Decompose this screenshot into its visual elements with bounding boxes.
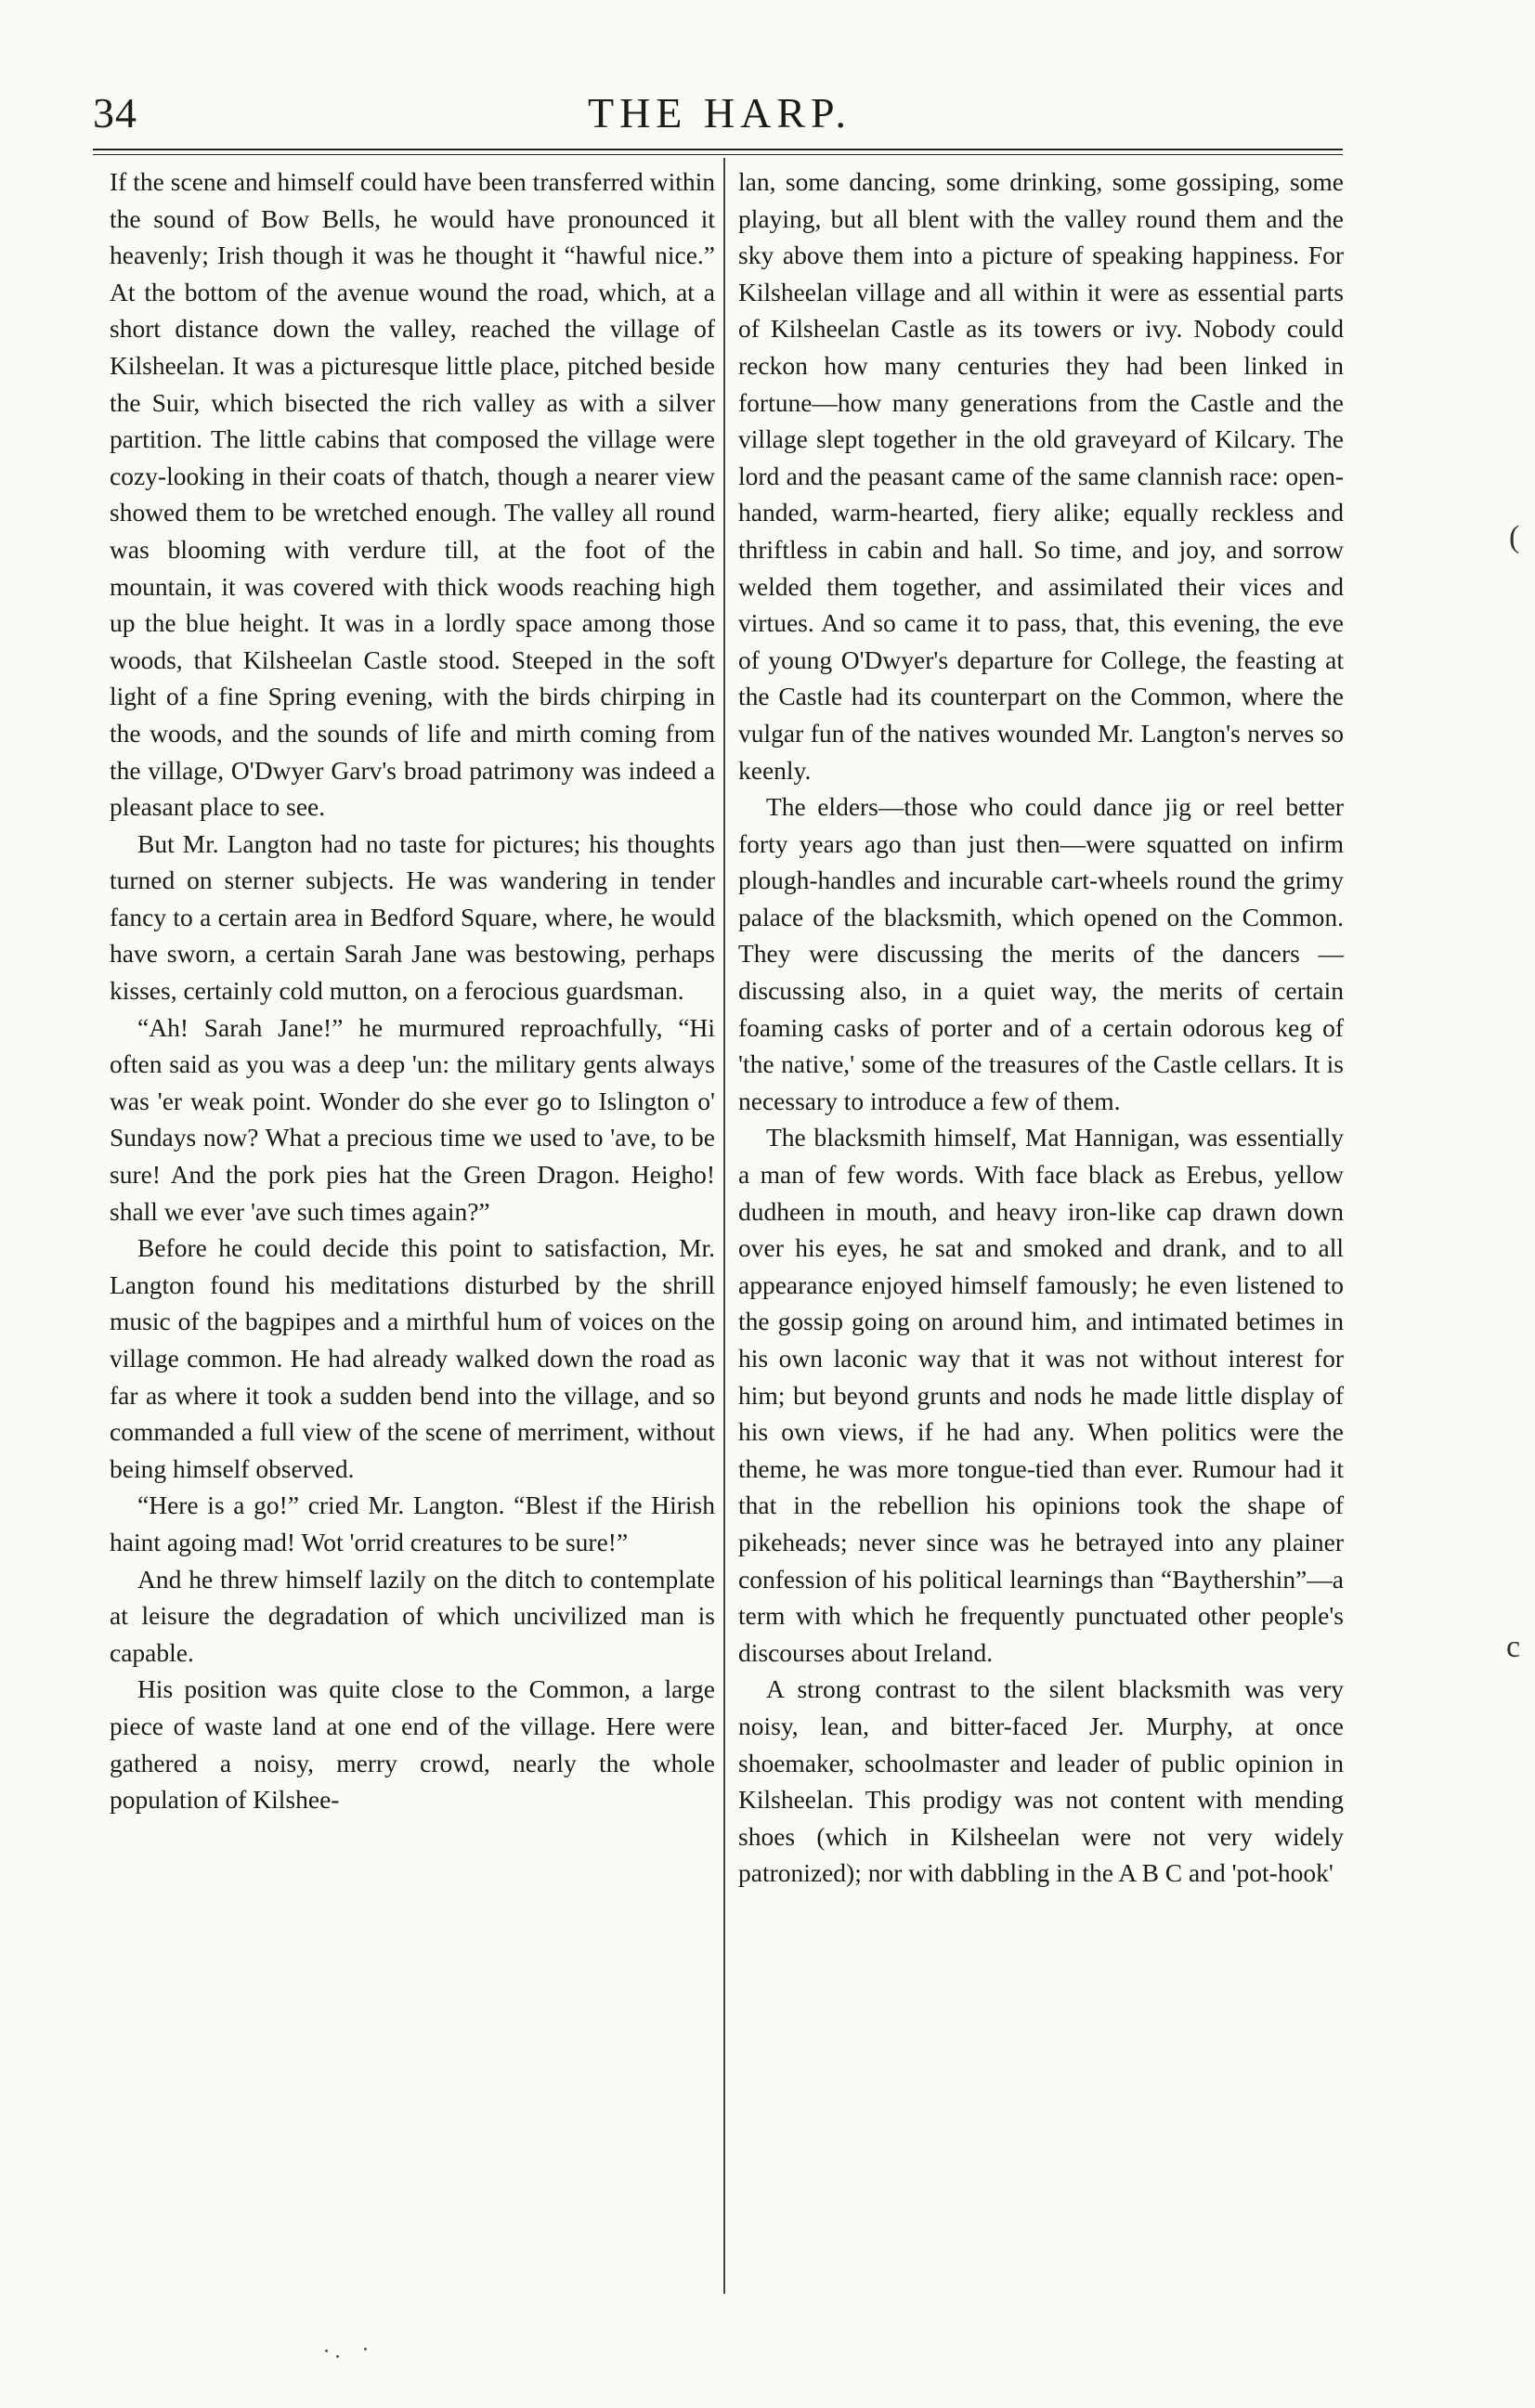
paragraph: The elders—those who could dance jig or reel better forty years ago than just then—were squatted on infirm plough-handles and incurable cart-wheels round the grimy palace of the blacksmith, which opened on the Common. They were discussing the merits of the dancers —discussing also, in a quiet way, the merits of certain foaming casks of porter and of a certain odorous keg of 'the native,' some of the treasures of the Castle cellars. It is necessary to introduce a few of them. (738, 792, 1344, 1115)
left-column (110, 163, 715, 2244)
paragraph: “Ah! Sarah Jane!” he murmured reproachfully, “Hi often said as you was a deep 'un: the military gents always was 'er weak point. Wonder do she ever go to Islington o' Sundays now? What a precious time we used to 'ave, to be sure! And the pork pies hat the Green Dragon. Heigho! shall we ever 'ave such times again?” (110, 1012, 715, 1226)
right-column (738, 163, 1344, 2244)
edge-mark-icon: c (1506, 1630, 1521, 1664)
column-divider (723, 158, 725, 2294)
header-rule (93, 149, 1343, 150)
header-rule-thin (93, 154, 1343, 155)
paragraph: But Mr. Langton had no taste for pictures; his thoughts turned on sterner subjects. He was wandering in tender fancy to a certain area in Bedford Square, where, he would have sworn, a certain Sarah Jane was bestowing, perhaps kisses, certainly cold mutton, on a ferocious guardsman. (110, 828, 715, 1006)
paragraph: If the scene and himself could have been transferred within the sound of Bow Bells, he would have pronounced it heavenly; Irish though it was he thought it “hawful nice.” At the bottom of the avenue wound the road, which, at a short distance down the valley, reached the village of Kilsheelan. It was a picturesque little place, pitched beside the Suir, which bisected the rich valley as with a silver partition. The little cabins that composed the village were cozy-looking in their coats of thatch, though a nearer view showed them to be wretched enough. The valley all round was blooming with verdure till, at the foot of the mountain, it was covered with thick woods reaching high up the blue height. It was in a lordly space among those woods, that Kilsheelan Castle stood. Steeped in the soft light of a fine Spring evening, with the birds chirping in the woods, and the sounds of life and mirth coming from the village, O'Dwyer Garv's broad patrimony was indeed a pleasant place to see. (110, 167, 715, 822)
paragraph: “Here is a go!” cried Mr. Langton. “Blest if the Hirish haint agoing mad! Wot 'orrid creatures to be sure!” (110, 1490, 715, 1556)
paragraph: A strong contrast to the silent blacksmith was very noisy, lean, and bitter-faced Jer. Murphy, at once shoemaker, schoolmaster and leader of public opinion in Kilsheelan. This prodigy was not content with mending shoes (which in Kilsheelan were not very widely patronized); nor with dabbling in the A B C and 'pot-hook' (738, 1674, 1344, 1888)
scan-speck (325, 2349, 328, 2352)
paragraph: His position was quite close to the Common, a large piece of waste land at one end of the village. Here were gathered a noisy, merry crowd, nearly the whole population of Kilshee- (110, 1674, 715, 1815)
edge-mark-icon: ( (1509, 520, 1520, 554)
scan-speck (364, 2348, 367, 2350)
scan-speck (336, 2355, 339, 2358)
page-header (93, 85, 1346, 150)
page-number: 34 (93, 89, 137, 137)
paragraph: And he threw himself lazily on the ditch to contemplate at leisure the degradation of which uncivilized man is capable. (110, 1564, 715, 1667)
paragraph: The blacksmith himself, Mat Hannigan, was essentially a man of few words. With face black as Erebus, yellow dudheen in mouth, and heavy iron-like cap drawn down over his eyes, he sat and smoked and drank, and to all appearance enjoyed himself famously; he even listened to the gossip going on around him, and intimated betimes in his own laconic way that it was not without interest for him; but beyond grunts and nods he made little display of his own views, if he had any. When politics were the theme, he was more tongue-tied than ever. Rumour had it that in the rebellion his opinions took the shape of pikeheads; never since was he betrayed into any plainer confession of his political learnings than “Baythershin”—a term with which he frequently punctuated other people's discourses about Ireland. (738, 1123, 1344, 1667)
publication-title: THE HARP. (587, 89, 852, 137)
paragraph: lan, some dancing, some drinking, some gossiping, some playing, but all blent with the valley round them and the sky above them into a picture of speaking happiness. For Kilsheelan village and all within it were as essential parts of Kilsheelan Castle as its towers or ivy. Nobody could reckon how many centuries they had been linked in fortune—how many generations from the Castle and the village slept together in the old graveyard of Kilcary. The lord and the peasant came of the same clannish race: open-handed, warm-hearted, fiery alike; equally reckless and thriftless in cabin and hall. So time, and joy, and sorrow welded them together, and assimilated their vices and virtues. And so came it to pass, that, this evening, the eve of young O'Dwyer's departure for College, the feasting at the Castle had its counterpart on the Common, where the vulgar fun of the natives wounded Mr. Langton's nerves so keenly. (738, 167, 1344, 785)
paragraph: Before he could decide this point to satisfaction, Mr. Langton found his meditations disturbed by the shrill music of the bagpipes and a mirthful hum of voices on the village common. He had already walked down the road as far as where it took a sudden bend into the village, and so commanded a full view of the scene of merriment, without being himself observed. (110, 1233, 715, 1483)
